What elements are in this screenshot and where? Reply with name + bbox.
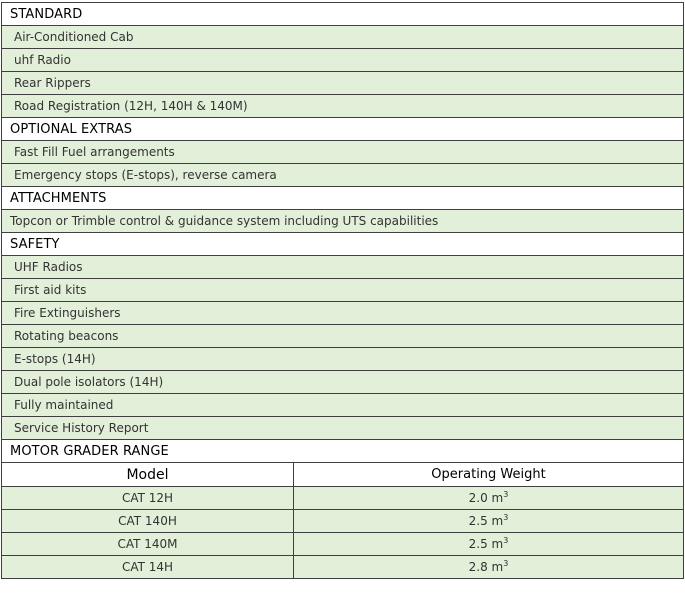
list-item [2, 26, 684, 49]
section-header-standard [2, 3, 684, 26]
list-item [2, 49, 684, 72]
section-header-optional-extras [2, 118, 684, 141]
unit-exponent: 3 [503, 536, 509, 545]
table-row [2, 556, 684, 579]
section-title: ATTACHMENTS [2, 187, 684, 210]
list-item [2, 302, 684, 325]
section-header-attachments [2, 187, 684, 210]
weight-value: 2.0 m [468, 491, 504, 505]
list-item [2, 95, 684, 118]
item-label: Road Registration (12H, 140H & 140M) [2, 95, 684, 118]
item-label: Air-Conditioned Cab [2, 26, 684, 49]
list-item [2, 279, 684, 302]
item-label: Rear Rippers [2, 72, 684, 95]
list-item [2, 141, 684, 164]
section-header-safety [2, 233, 684, 256]
section-title: OPTIONAL EXTRAS [2, 118, 684, 141]
item-label: UHF Radios [2, 256, 684, 279]
unit-exponent: 3 [503, 490, 509, 499]
item-label: Fully maintained [2, 394, 684, 417]
weight-value: 2.5 m [468, 537, 504, 551]
item-label: Topcon or Trimble control & guidance system including UTS capabilities [2, 210, 684, 233]
section-title: MOTOR GRADER RANGE [2, 440, 684, 463]
weight-cell [294, 510, 684, 533]
list-item [2, 210, 684, 233]
list-item [2, 348, 684, 371]
range-header-row [2, 463, 684, 487]
item-label: Fire Extinguishers [2, 302, 684, 325]
model-cell: CAT 140M [2, 533, 294, 556]
weight-cell [294, 487, 684, 510]
section-title: STANDARD [2, 3, 684, 26]
table-row [2, 533, 684, 556]
item-label: Fast Fill Fuel arrangements [2, 141, 684, 164]
table-row [2, 487, 684, 510]
model-cell: CAT 14H [2, 556, 294, 579]
table-row [2, 510, 684, 533]
equipment-spec-table [1, 2, 684, 579]
item-label: Dual pole isolators (14H) [2, 371, 684, 394]
section-title: SAFETY [2, 233, 684, 256]
item-label: E-stops (14H) [2, 348, 684, 371]
list-item [2, 72, 684, 95]
column-header-operating-weight: Operating Weight [294, 463, 684, 487]
weight-value: 2.8 m [468, 560, 504, 574]
weight-value: 2.5 m [468, 514, 504, 528]
weight-cell [294, 556, 684, 579]
weight-cell [294, 533, 684, 556]
unit-exponent: 3 [503, 559, 509, 568]
unit-exponent: 3 [503, 513, 509, 522]
item-label: Service History Report [2, 417, 684, 440]
item-label: uhf Radio [2, 49, 684, 72]
model-cell: CAT 12H [2, 487, 294, 510]
item-label: Rotating beacons [2, 325, 684, 348]
model-cell: CAT 140H [2, 510, 294, 533]
item-label: Emergency stops (E-stops), reverse camera [2, 164, 684, 187]
list-item [2, 417, 684, 440]
list-item [2, 164, 684, 187]
list-item [2, 325, 684, 348]
list-item [2, 371, 684, 394]
section-header-motor-grader-range [2, 440, 684, 463]
list-item [2, 394, 684, 417]
list-item [2, 256, 684, 279]
item-label: First aid kits [2, 279, 684, 302]
column-header-model: Model [2, 463, 294, 487]
